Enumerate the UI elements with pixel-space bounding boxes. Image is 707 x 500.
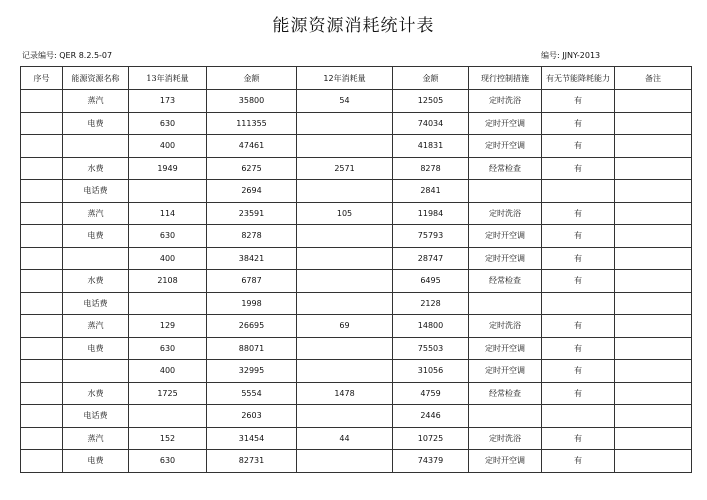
header-energy-saving-capability: 有无节能降耗能力 <box>542 67 615 90</box>
cell-amount-2012: 2841 <box>393 180 469 203</box>
cell-serial-no <box>21 382 63 405</box>
table-row <box>21 292 692 315</box>
cell-amount-2013: 88071 <box>207 337 297 360</box>
cell-energy-saving-capability: 有 <box>542 202 615 225</box>
cell-2012-consumption <box>297 405 393 428</box>
record-number: 记录编号: QER 8.2.5-07 <box>22 51 113 60</box>
cell-energy-saving-capability: 有 <box>542 315 615 338</box>
cell-2013-consumption: 630 <box>129 450 207 473</box>
cell-resource-name <box>63 135 129 158</box>
table-row <box>21 90 692 113</box>
header-amount-2012: 金额 <box>393 67 469 90</box>
cell-amount-2012: 8278 <box>393 157 469 180</box>
table-row <box>21 405 692 428</box>
cell-2013-consumption <box>129 405 207 428</box>
cell-amount-2012: 10725 <box>393 427 469 450</box>
cell-amount-2012: 74034 <box>393 112 469 135</box>
cell-energy-saving-capability: 有 <box>542 157 615 180</box>
cell-serial-no <box>21 90 63 113</box>
cell-serial-no <box>21 247 63 270</box>
cell-energy-saving-capability: 有 <box>542 427 615 450</box>
cell-amount-2012: 31056 <box>393 360 469 383</box>
cell-resource-name: 电话费 <box>63 292 129 315</box>
cell-amount-2013: 111355 <box>207 112 297 135</box>
cell-2012-consumption <box>297 180 393 203</box>
cell-energy-saving-capability: 有 <box>542 247 615 270</box>
cell-resource-name: 电费 <box>63 450 129 473</box>
cell-amount-2013: 47461 <box>207 135 297 158</box>
cell-amount-2013: 32995 <box>207 360 297 383</box>
cell-amount-2013: 5554 <box>207 382 297 405</box>
cell-energy-saving-capability: 有 <box>542 135 615 158</box>
cell-control-measure: 定时洗浴 <box>469 427 542 450</box>
cell-resource-name: 电费 <box>63 337 129 360</box>
cell-amount-2012: 2128 <box>393 292 469 315</box>
cell-2012-consumption: 54 <box>297 90 393 113</box>
cell-2012-consumption <box>297 450 393 473</box>
table-row <box>21 135 692 158</box>
cell-amount-2012: 75793 <box>393 225 469 248</box>
cell-2012-consumption: 44 <box>297 427 393 450</box>
header-control-measures: 现行控制措施 <box>469 67 542 90</box>
cell-2012-consumption: 69 <box>297 315 393 338</box>
table-row <box>21 427 692 450</box>
cell-resource-name: 蒸汽 <box>63 202 129 225</box>
cell-control-measure: 定时开空调 <box>469 337 542 360</box>
cell-control-measure <box>469 180 542 203</box>
cell-energy-saving-capability: 有 <box>542 112 615 135</box>
cell-2013-consumption <box>129 292 207 315</box>
cell-energy-saving-capability: 有 <box>542 225 615 248</box>
header-amount-2013: 金额 <box>207 67 297 90</box>
cell-2013-consumption: 400 <box>129 135 207 158</box>
cell-energy-saving-capability: 有 <box>542 382 615 405</box>
header-serial-no: 序号 <box>21 67 63 90</box>
cell-resource-name: 蒸汽 <box>63 427 129 450</box>
cell-2012-consumption <box>297 247 393 270</box>
header-2012-consumption: 12年消耗量 <box>297 67 393 90</box>
table-row <box>21 202 692 225</box>
cell-control-measure: 定时开空调 <box>469 112 542 135</box>
cell-energy-saving-capability: 有 <box>542 360 615 383</box>
cell-amount-2013: 26695 <box>207 315 297 338</box>
cell-serial-no <box>21 337 63 360</box>
cell-remarks <box>615 202 692 225</box>
cell-2012-consumption <box>297 135 393 158</box>
cell-energy-saving-capability <box>542 180 615 203</box>
cell-2012-consumption <box>297 112 393 135</box>
table-row <box>21 382 692 405</box>
cell-amount-2013: 6275 <box>207 157 297 180</box>
cell-2013-consumption: 173 <box>129 90 207 113</box>
cell-serial-no <box>21 112 63 135</box>
cell-control-measure: 定时开空调 <box>469 360 542 383</box>
cell-amount-2013: 2603 <box>207 405 297 428</box>
cell-energy-saving-capability <box>542 405 615 428</box>
table-row <box>21 360 692 383</box>
cell-remarks <box>615 180 692 203</box>
table-row <box>21 450 692 473</box>
cell-serial-no <box>21 135 63 158</box>
cell-2013-consumption: 2108 <box>129 270 207 293</box>
cell-serial-no <box>21 315 63 338</box>
cell-resource-name <box>63 360 129 383</box>
cell-control-measure: 定时洗浴 <box>469 202 542 225</box>
cell-resource-name: 电费 <box>63 112 129 135</box>
cell-remarks <box>615 157 692 180</box>
table-row <box>21 180 692 203</box>
cell-2013-consumption: 400 <box>129 360 207 383</box>
cell-energy-saving-capability: 有 <box>542 450 615 473</box>
cell-2013-consumption: 400 <box>129 247 207 270</box>
cell-resource-name: 电话费 <box>63 180 129 203</box>
cell-control-measure <box>469 292 542 315</box>
table-row <box>21 337 692 360</box>
cell-serial-no <box>21 292 63 315</box>
cell-energy-saving-capability <box>542 292 615 315</box>
cell-remarks <box>615 225 692 248</box>
cell-serial-no <box>21 360 63 383</box>
table-row <box>21 247 692 270</box>
cell-amount-2013: 6787 <box>207 270 297 293</box>
cell-energy-saving-capability: 有 <box>542 90 615 113</box>
cell-amount-2012: 41831 <box>393 135 469 158</box>
cell-2012-consumption <box>297 337 393 360</box>
cell-control-measure: 定时开空调 <box>469 247 542 270</box>
cell-resource-name <box>63 247 129 270</box>
cell-control-measure: 定时洗浴 <box>469 315 542 338</box>
cell-remarks <box>615 315 692 338</box>
cell-amount-2012: 14800 <box>393 315 469 338</box>
cell-remarks <box>615 337 692 360</box>
cell-2013-consumption: 630 <box>129 225 207 248</box>
cell-control-measure: 定时开空调 <box>469 135 542 158</box>
cell-serial-no <box>21 270 63 293</box>
cell-serial-no <box>21 180 63 203</box>
cell-remarks <box>615 450 692 473</box>
document-number: 编号: JJNY-2013 <box>541 51 601 60</box>
cell-amount-2013: 8278 <box>207 225 297 248</box>
cell-remarks <box>615 112 692 135</box>
energy-consumption-table <box>20 66 692 473</box>
cell-serial-no <box>21 450 63 473</box>
cell-control-measure <box>469 405 542 428</box>
cell-resource-name: 水费 <box>63 382 129 405</box>
cell-amount-2012: 2446 <box>393 405 469 428</box>
cell-2012-consumption <box>297 225 393 248</box>
cell-amount-2012: 75503 <box>393 337 469 360</box>
cell-2012-consumption: 1478 <box>297 382 393 405</box>
table-row <box>21 315 692 338</box>
header-2013-consumption: 13年消耗量 <box>129 67 207 90</box>
header-remarks: 备注 <box>615 67 692 90</box>
cell-control-measure: 定时开空调 <box>469 450 542 473</box>
cell-resource-name: 蒸汽 <box>63 90 129 113</box>
cell-amount-2013: 1998 <box>207 292 297 315</box>
cell-amount-2013: 31454 <box>207 427 297 450</box>
cell-2013-consumption <box>129 180 207 203</box>
cell-2012-consumption: 105 <box>297 202 393 225</box>
cell-amount-2013: 35800 <box>207 90 297 113</box>
cell-remarks <box>615 135 692 158</box>
cell-2013-consumption: 129 <box>129 315 207 338</box>
cell-resource-name: 水费 <box>63 157 129 180</box>
cell-serial-no <box>21 427 63 450</box>
cell-2012-consumption <box>297 360 393 383</box>
cell-serial-no <box>21 405 63 428</box>
table-body <box>21 90 692 473</box>
cell-control-measure: 经常检查 <box>469 270 542 293</box>
table-header-row <box>21 67 692 90</box>
cell-serial-no <box>21 202 63 225</box>
cell-amount-2013: 38421 <box>207 247 297 270</box>
cell-amount-2012: 28747 <box>393 247 469 270</box>
cell-amount-2013: 23591 <box>207 202 297 225</box>
cell-2013-consumption: 1949 <box>129 157 207 180</box>
table-row <box>21 225 692 248</box>
cell-amount-2012: 74379 <box>393 450 469 473</box>
cell-control-measure: 定时开空调 <box>469 225 542 248</box>
cell-resource-name: 蒸汽 <box>63 315 129 338</box>
cell-resource-name: 水费 <box>63 270 129 293</box>
cell-amount-2012: 12505 <box>393 90 469 113</box>
page-title: 能源资源消耗统计表 <box>272 16 435 36</box>
cell-control-measure: 经常检查 <box>469 157 542 180</box>
table-row <box>21 112 692 135</box>
cell-2013-consumption: 630 <box>129 112 207 135</box>
cell-remarks <box>615 382 692 405</box>
cell-amount-2012: 6495 <box>393 270 469 293</box>
table-row <box>21 270 692 293</box>
header-resource-name: 能源资源名称 <box>63 67 129 90</box>
cell-amount-2012: 11984 <box>393 202 469 225</box>
cell-amount-2012: 4759 <box>393 382 469 405</box>
cell-energy-saving-capability: 有 <box>542 270 615 293</box>
cell-amount-2013: 2694 <box>207 180 297 203</box>
cell-remarks <box>615 247 692 270</box>
cell-2012-consumption <box>297 292 393 315</box>
cell-2013-consumption: 1725 <box>129 382 207 405</box>
table-row <box>21 157 692 180</box>
cell-2012-consumption <box>297 270 393 293</box>
cell-2012-consumption: 2571 <box>297 157 393 180</box>
cell-serial-no <box>21 157 63 180</box>
cell-remarks <box>615 427 692 450</box>
cell-remarks <box>615 292 692 315</box>
cell-control-measure: 定时洗浴 <box>469 90 542 113</box>
cell-resource-name: 电费 <box>63 225 129 248</box>
cell-resource-name: 电话费 <box>63 405 129 428</box>
cell-serial-no <box>21 225 63 248</box>
cell-amount-2013: 82731 <box>207 450 297 473</box>
cell-2013-consumption: 152 <box>129 427 207 450</box>
cell-energy-saving-capability: 有 <box>542 337 615 360</box>
cell-remarks <box>615 405 692 428</box>
cell-remarks <box>615 270 692 293</box>
cell-control-measure: 经常检查 <box>469 382 542 405</box>
cell-2013-consumption: 114 <box>129 202 207 225</box>
cell-2013-consumption: 630 <box>129 337 207 360</box>
cell-remarks <box>615 90 692 113</box>
cell-remarks <box>615 360 692 383</box>
